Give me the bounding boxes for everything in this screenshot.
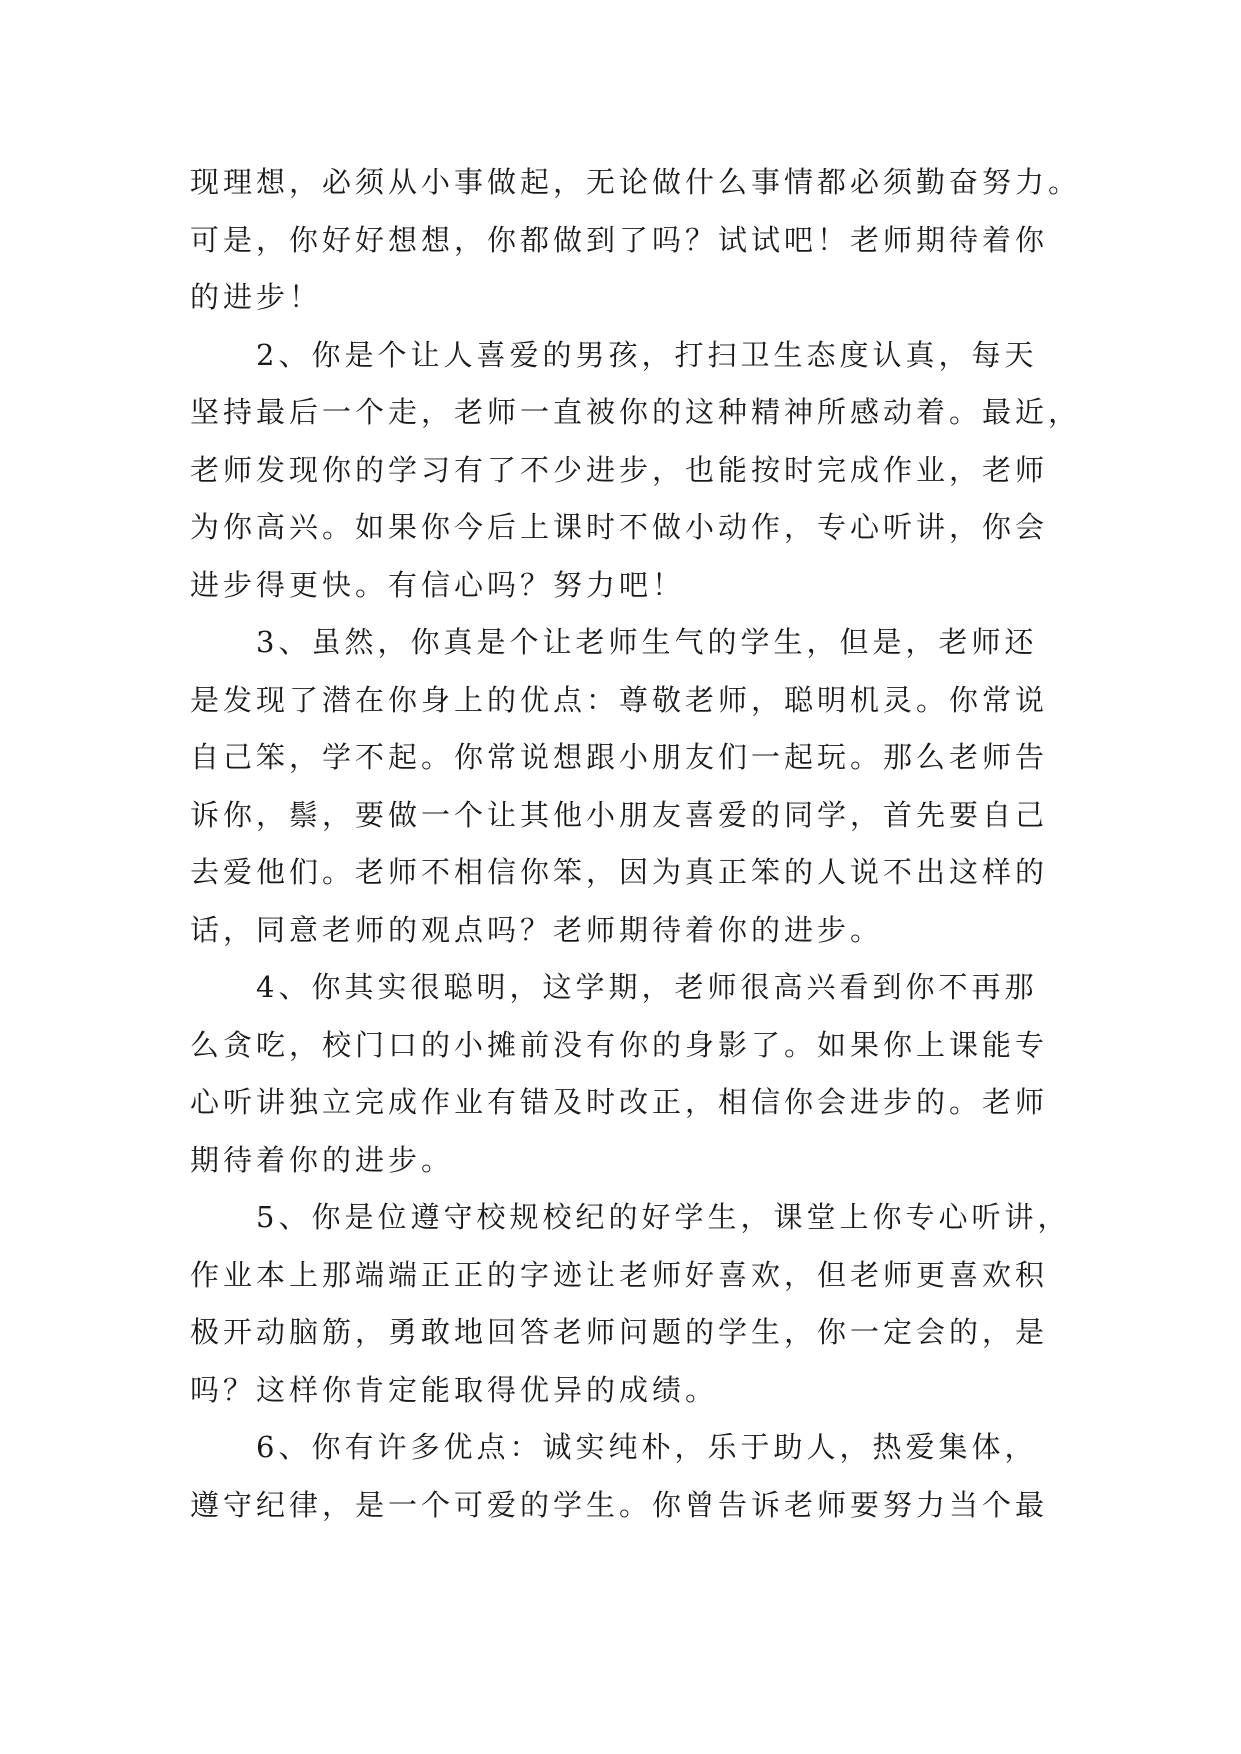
text-line: 坚持最后一个走，老师一直被你的这种精神所感动着。最近， xyxy=(190,395,1082,429)
text-line: 5、你是位遵守校规校纪的好学生，课堂上你专心听讲， xyxy=(190,1200,1071,1234)
text-line: 遵守纪律，是一个可爱的学生。你曾告诉老师要努力当个最 xyxy=(190,1487,1049,1522)
text-line: 吗？这样你肯定能取得优异的成绩。 xyxy=(190,1372,719,1407)
text-line: 老师发现你的学习有了不少进步，也能按时完成作业，老师 xyxy=(190,452,1049,487)
text-line: 4、你其实很聪明，这学期，老师很高兴看到你不再那 xyxy=(190,970,1038,1004)
text-line: 是发现了潜在你身上的优点：尊敬老师，聪明机灵。你常说 xyxy=(190,682,1049,717)
text-line: 现理想，必须从小事做起，无论做什么事情都必须勤奋努力。 xyxy=(190,165,1082,199)
text-line: 去爱他们。老师不相信你笨，因为真正笨的人说不出这样的 xyxy=(190,855,1049,889)
document-body xyxy=(190,154,1082,1534)
text-line: 话，同意老师的观点吗？老师期待着你的进步。 xyxy=(190,912,884,947)
text-line: 可是，你好好想想，你都做到了吗？试试吧！老师期待着你 xyxy=(190,222,1049,257)
text-line: 的进步！ xyxy=(190,280,323,314)
text-line: 诉你，鬃，要做一个让其他小朋友喜爱的同学，首先要自己 xyxy=(190,797,1049,832)
text-line: 极开动脑筋，勇敢地回答老师问题的学生，你一定会的，是 xyxy=(190,1315,1049,1349)
text-line: 6、你有许多优点：诚实纯朴，乐于助人，热爱集体， xyxy=(190,1430,1038,1464)
text-line: 心听讲独立完成作业有错及时改正，相信你会进步的。老师 xyxy=(190,1085,1049,1119)
text-line: 么贪吃，校门口的小摊前没有你的身影了。如果你上课能专 xyxy=(190,1027,1049,1062)
text-line: 3、虽然，你真是个让老师生气的学生，但是，老师还 xyxy=(190,625,1038,659)
text-line: 2、你是个让人喜爱的男孩，打扫卫生态度认真，每天 xyxy=(190,337,1038,372)
text-line: 进步得更快。有信心吗？努力吧！ xyxy=(190,567,686,602)
text-line: 作业本上那端端正正的字迹让老师好喜欢，但老师更喜欢积 xyxy=(190,1257,1049,1292)
text-line: 自己笨，学不起。你常说想跟小朋友们一起玩。那么老师告 xyxy=(190,740,1049,774)
text-line: 期待着你的进步。 xyxy=(190,1142,455,1177)
text-line: 为你高兴。如果你今后上课时不做小动作，专心听讲，你会 xyxy=(190,510,1049,544)
